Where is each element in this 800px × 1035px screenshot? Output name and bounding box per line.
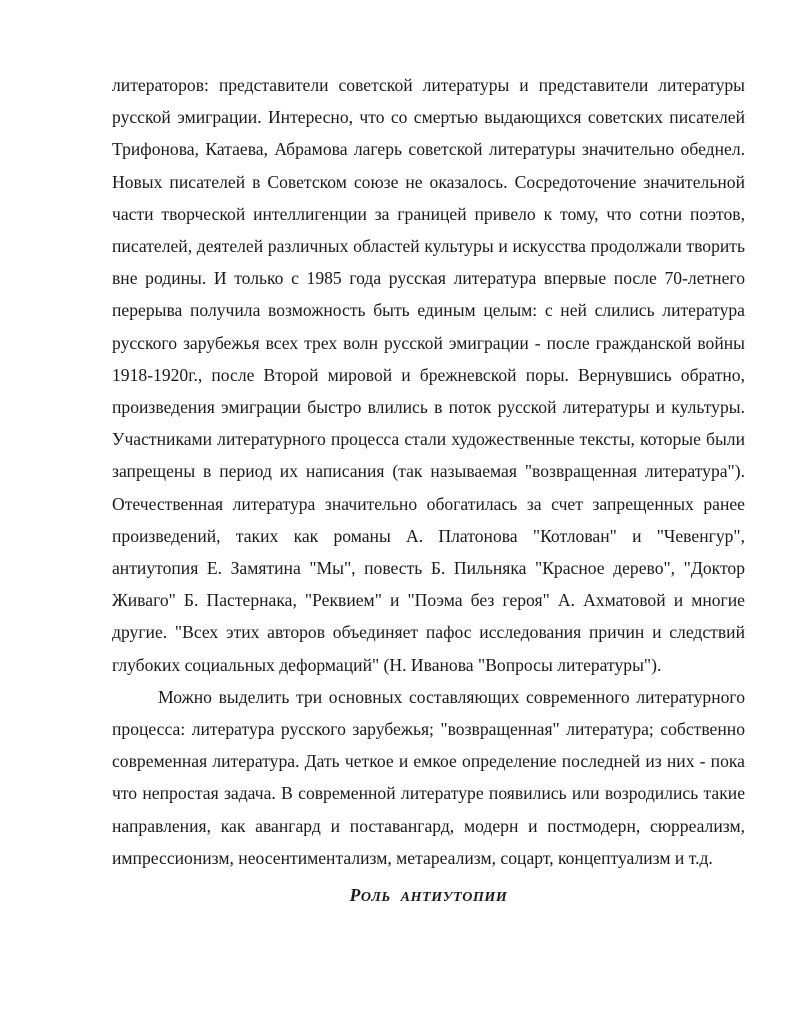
heading-first-letter: Р [349, 885, 361, 906]
heading-word-2: АНТИУТОПИИ [400, 890, 508, 906]
body-paragraph-2: Можно выделить три основных составляющих современного литературного процесса: литература русского зарубежья; "возвращенная" литература; собственно современная литература. Дать четкое и емкое определение последней из них - пока что непростая задача. В современной литературе появились или возродились такие направления, как авангард и поставангард, модерн и постмодерн, сюрреализм, импрессионизм, неосентиментализм, метареализм, соцарт, концептуализм и т.д. [112, 686, 745, 868]
body-paragraph-1: литераторов: представители советской литературы и представители литературы русской эмиграции. Интересно, что со смертью выдающихся советских писателей Трифонова, Катаева, Абрамова лагерь советской литературы значительно обеднел. Новых писателей в Советском союзе не оказалось. Сосредоточение значительной части творческой интеллигенции за границей привело к тому, что сотни поэтов, писателей, деятелей различных областей культуры и искусства продолжали творить вне родины. И только с 1985 года русская литература впервые после 70-летнего перерыва получила возможность быть единым целым: с ней слились литература русского зарубежья всех трех волн русской эмиграции - после гражданской войны 1918-1920г., после Второй мировой и брежневской поры. Вернувшись обратно, произведения эмиграции быстро влились в поток русской литературы и культуры. Участниками литературного процесса стали художественные тексты, которые были запрещены в период их написания (так называемая "возвращенная литература"). Отечественная литература значительно обогатилась за счет запрещенных ранее произведений, таких как романы А. Платонова "Котлован" и "Чевенгур", антиутопия Е. Замятина "Мы", повесть Б. Пильняка "Красное дерево", "Доктор Живаго" Б. Пастернака, "Реквием" и "Поэма без героя" А. Ахматовой и многие другие. "Всех этих авторов объединяет пафос исследования причин и следствий глубоких социальных деформаций" (Н. Иванова "Вопросы литературы"). [112, 75, 745, 675]
heading-word-1-rest: ОЛЬ [360, 890, 391, 906]
document-page [112, 69, 745, 914]
section-heading [112, 879, 745, 914]
